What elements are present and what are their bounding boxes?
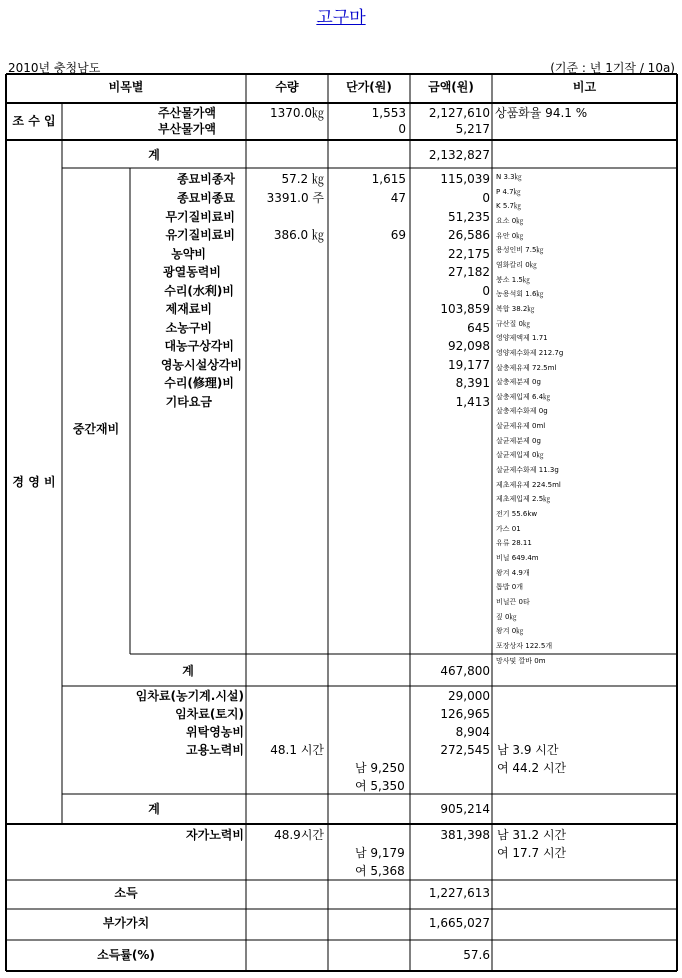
table-row-label: 위탁영농비: [186, 725, 244, 739]
table-row-label: 부산물가액: [158, 122, 216, 136]
table-row-label: 종묘비종자: [177, 172, 235, 186]
note-line: 살충제수화제 0g: [496, 407, 548, 416]
table-cell-note: 상품화율 94.1 %: [495, 106, 588, 120]
mid-total-label: 계: [182, 664, 194, 678]
table-row-label: 고용노력비: [186, 743, 244, 757]
table-cell-amount: 2,127,610: [428, 106, 490, 120]
table-cell-price: 1,615: [371, 172, 406, 186]
table-row-label: 유기질비료비: [165, 228, 235, 242]
table-cell-amount: 645: [467, 321, 490, 335]
table-cell-amount: 381,398: [440, 828, 490, 842]
income-total-label: 계: [148, 148, 160, 162]
table-cell-amount: 29,000: [448, 689, 490, 703]
note-line: 포장상자 122.5개: [496, 641, 553, 650]
cost-total-label: 계: [148, 802, 160, 816]
table-row-label: 종묘비종묘: [177, 191, 235, 205]
header-note: 비고: [572, 80, 597, 94]
note-line: 톱밥 0개: [496, 583, 523, 592]
note-line: 영양제수화제 212.7g: [496, 348, 564, 357]
note-line: P 4.7㎏: [496, 187, 521, 196]
note-line: 왕겨 4.9개: [496, 568, 530, 577]
table-row-label: 임차료(농기계.시설): [135, 689, 244, 703]
table-cell-price: 남 9,250: [355, 761, 405, 775]
table-cell-amount: 19,177: [448, 358, 490, 372]
table-row-label: 임차료(토지): [175, 707, 244, 721]
table-cell-amount: 0: [482, 284, 490, 298]
table-cell-price: 47: [390, 191, 406, 205]
header-item: 비목별: [108, 80, 144, 94]
note-line: 살균제수화제 11.3g: [496, 466, 559, 474]
note-line: 유안 0㎏: [496, 231, 524, 240]
table-row-label: 수리(修理)비: [164, 376, 234, 390]
note-line: 염화칼리 0㎏: [496, 260, 537, 269]
note-line: 붕소 1.5㎏: [496, 275, 530, 284]
basis-note: (기준 : 년 1기작 / 10a): [550, 61, 675, 75]
section-income-label: 조 수 입: [12, 114, 56, 128]
income-value: 1,227,613: [428, 886, 490, 900]
table-row-label: 무기질비료비: [165, 210, 235, 224]
table-cell-qty: 3391.0 주: [266, 191, 324, 205]
table-cell-amount: 26,586: [448, 228, 490, 242]
table-cell-amount: 126,965: [440, 707, 490, 721]
note-line: 살균제유제 0ml: [496, 422, 546, 431]
table-row-label: 소농구비: [165, 321, 212, 335]
note-line: 용성인비 7.5㎏: [496, 246, 544, 255]
income-rate-label: 소득률(%): [97, 948, 155, 962]
table-row-label: 제재료비: [165, 302, 212, 316]
table-cell-price: 0: [398, 122, 406, 136]
note-line: 유류 28.11: [496, 539, 532, 548]
table-cell-note: 여 44.2 시간: [497, 761, 567, 775]
table-cell-price: 69: [390, 228, 406, 242]
cost-total-value: 905,214: [440, 802, 490, 816]
table-cell-price: 여 5,368: [355, 864, 405, 878]
table-cell-price: 남 9,179: [355, 846, 405, 860]
note-line: 비닐 649.4m: [496, 553, 539, 562]
table-cell-amount: 8,904: [455, 725, 490, 739]
header-amount: 금액(원): [428, 80, 474, 94]
table-cell-amount: 92,098: [448, 339, 490, 353]
table-cell-amount: 8,391: [455, 376, 490, 390]
note-line: 요소 0㎏: [496, 216, 524, 225]
note-line: 복합 38.2㎏: [496, 304, 535, 313]
note-line: 왕겨 0㎏: [496, 627, 524, 636]
table-cell-amount: 22,175: [448, 247, 490, 261]
table-cell-amount: 1,413: [455, 395, 490, 409]
note-line: 비닐끈 0타: [496, 597, 530, 606]
table-cell-amount: 5,217: [455, 122, 490, 136]
page-title: 고구마: [316, 8, 366, 28]
note-line: 농용석회 1.6㎏: [496, 290, 544, 299]
note-line: 가스 01: [496, 524, 521, 533]
table-cell-note: 남 31.2 시간: [497, 828, 567, 842]
note-line: 살충제분제 0g: [496, 378, 541, 387]
table-cell-qty: 48.9시간: [274, 828, 324, 842]
mid-cost-label: 중간재비: [72, 422, 120, 436]
table-row-label: 대농구상각비: [164, 339, 234, 353]
note-line: 살충제입제 6.4㎏: [496, 392, 551, 401]
table-cell-qty: 386.0 ㎏: [273, 228, 324, 242]
note-line: 살충제유제 72.5ml: [496, 363, 557, 372]
note-line: 망사및 깔바 0m: [496, 656, 546, 665]
note-line: 제초제유제 224.5ml: [496, 480, 561, 489]
table-cell-amount: 115,039: [440, 172, 490, 186]
table-row-label: 자가노력비: [186, 828, 244, 842]
table-cell-amount: 51,235: [448, 210, 490, 224]
note-line: 살균제입제 0㎏: [496, 451, 544, 460]
header-price: 단가(원): [346, 80, 392, 94]
table-row-label: 농약비: [171, 247, 206, 261]
table-cell-amount: 272,545: [440, 743, 490, 757]
note-line: K 5.7㎏: [496, 202, 521, 211]
note-line: 규산질 0㎏: [496, 319, 530, 328]
table-row-label: 영농시설상각비: [160, 358, 242, 372]
note-line: 영양제액제 1.71: [496, 334, 548, 343]
table-cell-amount: 103,859: [440, 302, 490, 316]
table-cell-note: 남 3.9 시간: [497, 743, 559, 757]
table-cell-amount: 0: [482, 191, 490, 205]
table-cell-amount: 27,182: [448, 265, 490, 279]
value-added-label: 부가가치: [102, 916, 150, 930]
note-line: 제초제입제 2.5㎏: [496, 495, 551, 504]
income-rate-value: 57.6: [463, 948, 490, 962]
note-line: N 3.3㎏: [496, 173, 522, 181]
table-row-label: 기타요금: [165, 395, 212, 409]
table-row-label: 수리(水利)비: [164, 284, 234, 298]
income-total-value: 2,132,827: [428, 148, 490, 162]
header-qty: 수량: [275, 80, 299, 94]
table-cell-price: 1,553: [371, 106, 406, 120]
note-line: 전기 55.6kw: [496, 509, 538, 518]
table-cell-qty: 48.1 시간: [270, 743, 324, 757]
income-label: 소득: [114, 886, 138, 900]
table-row-label: 광열동력비: [163, 265, 221, 279]
table-cell-qty: 57.2 ㎏: [281, 172, 324, 186]
table-cell-note: 여 17.7 시간: [497, 846, 567, 860]
value-added-value: 1,665,027: [428, 916, 490, 930]
note-line: 짚 0㎏: [496, 612, 517, 621]
table-row-label: 주산물가액: [158, 106, 216, 120]
region-year: 2010년 충청남도: [8, 61, 101, 75]
mid-total-value: 467,800: [440, 664, 490, 678]
section-cost-label: 경 영 비: [12, 475, 56, 489]
table-cell-qty: 1370.0㎏: [270, 106, 324, 120]
note-line: 살균제분제 0g: [496, 436, 541, 445]
table-cell-price: 여 5,350: [355, 779, 405, 793]
